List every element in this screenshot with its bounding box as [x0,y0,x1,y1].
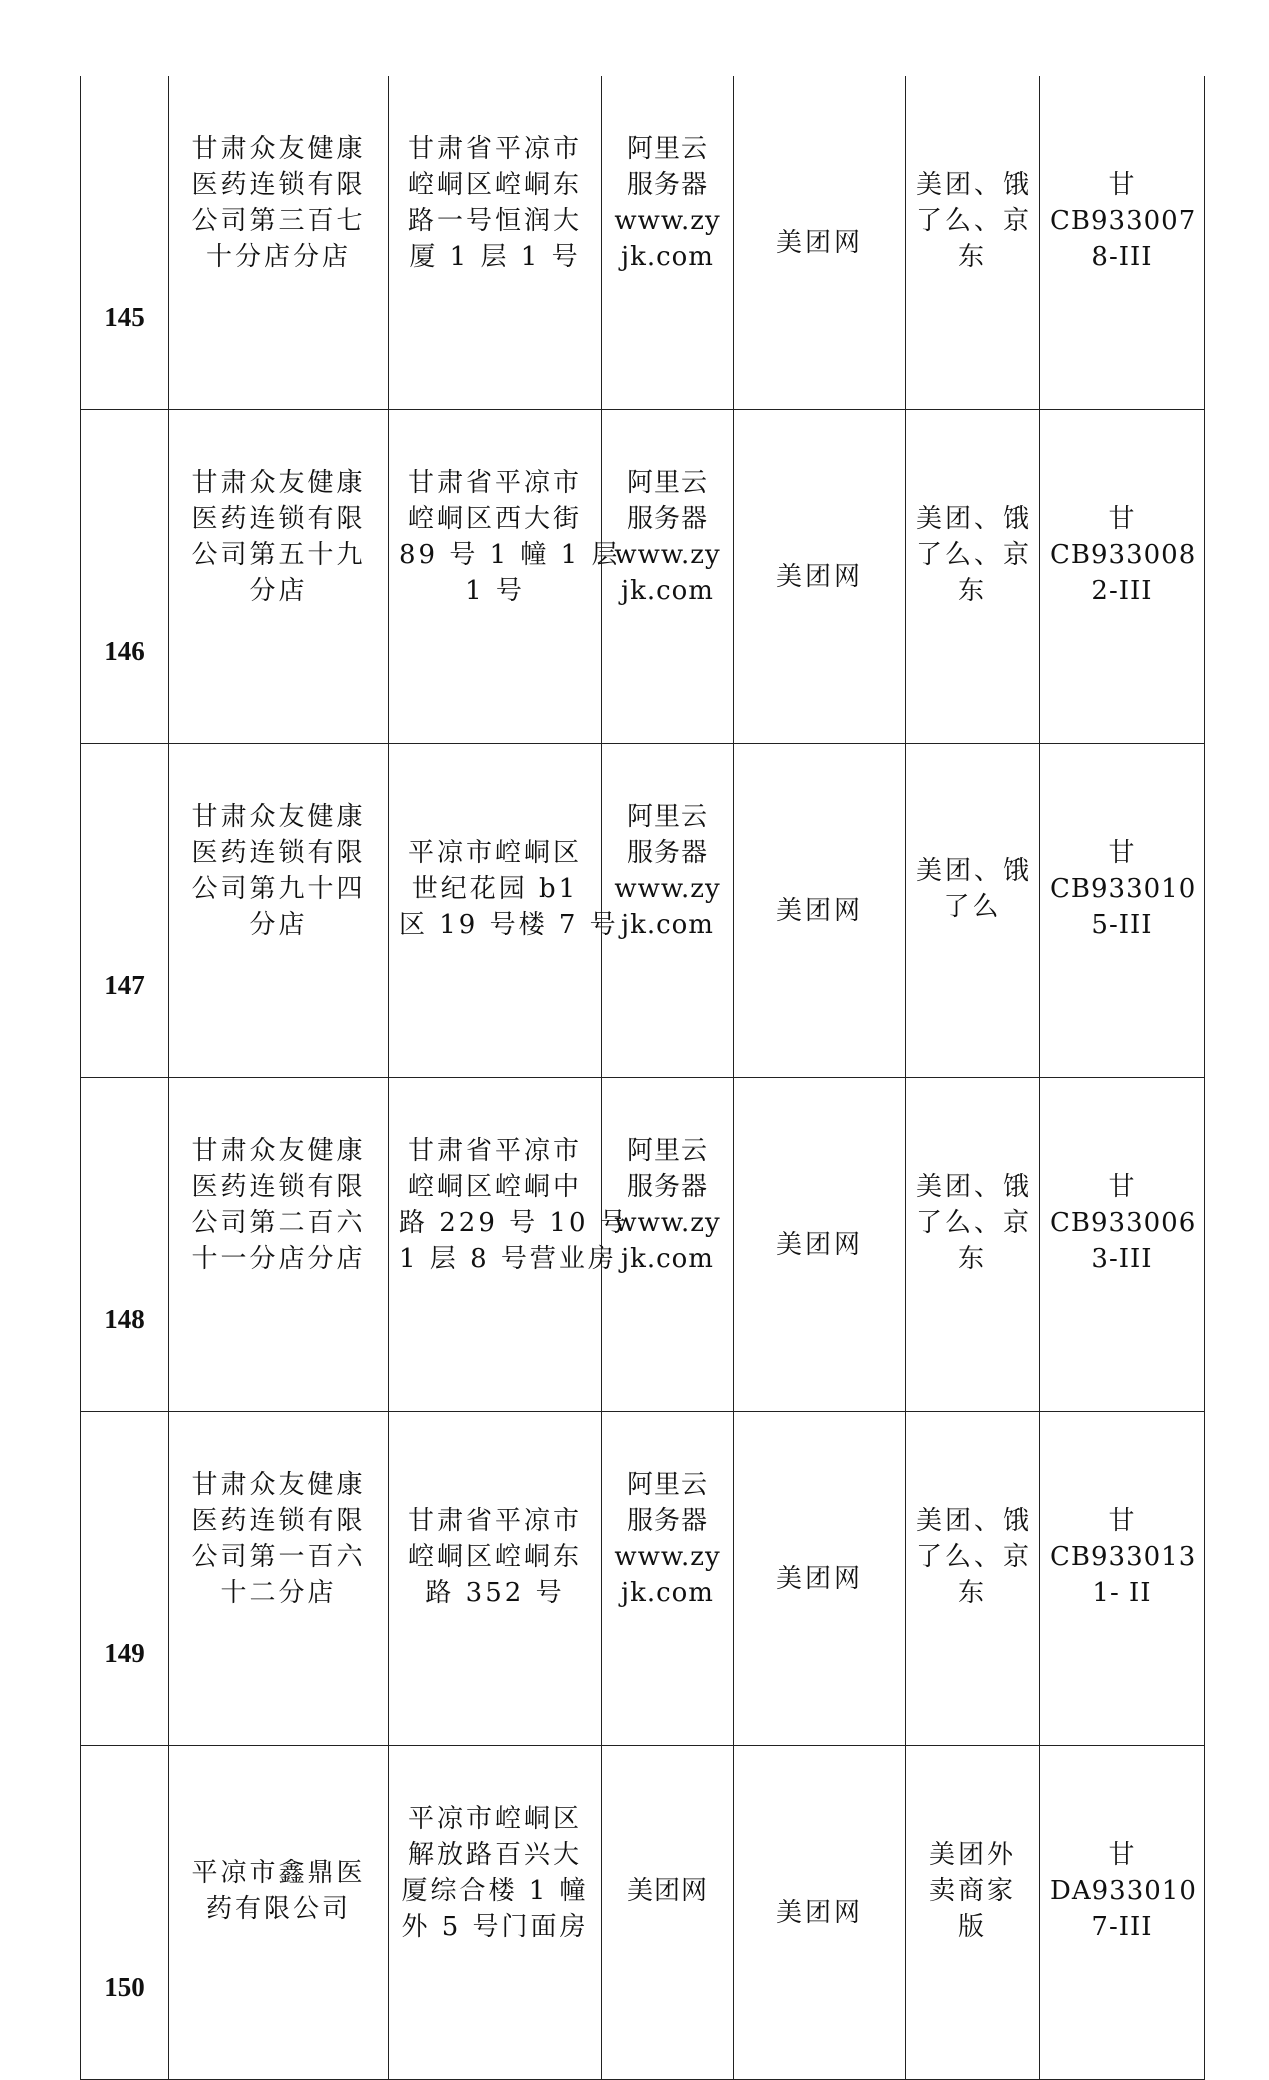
company-name-line: 医药连锁有限 [191,169,366,200]
platform-cell [734,1078,906,1412]
server-line: 美团网 [626,1875,708,1906]
company-name-cell [169,410,389,744]
server-line: 阿里云 [626,467,708,498]
address-line: 解放路百兴大 [407,1839,582,1870]
server-cell [602,1412,734,1746]
server-line: 阿里云 [626,1135,708,1166]
address-line: 1 号 [465,575,525,606]
server-line: www.zy [614,1541,721,1572]
platform-cell [734,76,906,410]
company-name-line: 公司第九十四 [191,873,366,904]
license-number-cell [1040,1412,1205,1746]
table-row [81,1078,1205,1412]
table-body [81,76,1205,2080]
platform-line: 美团网 [775,1563,863,1594]
company-name-cell [169,1078,389,1412]
third-party-line: 东 [957,1243,987,1274]
company-name-line: 平凉市鑫鼎医 [191,1857,366,1888]
company-name-line: 甘肃众友健康 [191,1135,366,1166]
third-party-line: 美团外 [928,1839,1016,1870]
server-line: 阿里云 [626,133,708,164]
license-number-cell [1040,744,1205,1078]
license-number-cell [1040,1746,1205,2080]
address-cell [389,410,621,744]
third-party-line: 版 [957,1911,987,1942]
company-name-line: 公司第三百七 [191,205,366,236]
row-number-cell [81,410,169,744]
server-line: jk.com [621,909,714,940]
address-cell [389,1412,602,1746]
third-party-line: 了么 [943,891,1002,922]
license-line: 5-III [1091,909,1153,940]
row-number-cell [81,1078,169,1412]
address-line: 区 19 号楼 7 号 [399,909,619,940]
row-number: 148 [104,1304,145,1334]
third-party-line: 美团、饿 [916,1171,1033,1202]
address-line: 厦 1 层 1 号 [409,241,581,272]
license-line: CB933006 [1050,1207,1197,1238]
third-party-line: 东 [957,241,987,272]
third-party-platform-cell [906,1746,1040,2080]
address-line: 外 5 号门面房 [401,1911,589,1942]
server-cell [602,1078,734,1412]
server-line: www.zy [614,539,721,570]
table-row [81,744,1205,1078]
company-name-line: 甘肃众友健康 [191,801,366,832]
platform-line: 美团网 [775,895,863,926]
server-line: jk.com [621,1577,714,1608]
server-cell [602,1746,734,2080]
server-line: www.zy [614,205,721,236]
third-party-line: 美团、饿 [916,169,1033,200]
server-line: jk.com [621,1243,714,1274]
third-party-line: 了么、京 [916,1541,1033,1572]
company-name-line: 分店 [249,909,308,940]
third-party-line: 美团、饿 [916,855,1033,886]
third-party-platform-cell [906,744,1040,1078]
server-line: 服务器 [626,169,708,200]
row-number-cell [81,76,169,410]
company-name-line: 药有限公司 [205,1893,351,1924]
license-line: 甘 [1108,837,1136,868]
company-name-line: 公司第二百六 [191,1207,366,1238]
license-line: CB933007 [1050,205,1197,236]
third-party-line: 了么、京 [916,1207,1033,1238]
address-line: 甘肃省平凉市 [407,133,582,164]
platform-line: 美团网 [775,1229,863,1260]
server-cell [602,744,734,1078]
company-name-line: 医药连锁有限 [191,1171,366,1202]
license-line: 2-III [1091,575,1153,606]
row-number-cell [81,1412,169,1746]
license-number-cell [1040,76,1205,410]
address-line: 崆峒区崆峒东 [407,1541,582,1572]
address-line: 甘肃省平凉市 [407,1135,582,1166]
address-line: 路 352 号 [425,1577,565,1608]
third-party-line: 东 [957,575,987,606]
third-party-line: 了么、京 [916,205,1033,236]
license-line: 甘 [1108,1505,1136,1536]
row-number: 147 [104,970,145,1000]
server-line: 服务器 [626,503,708,534]
server-line: www.zy [614,873,721,904]
platform-cell [734,410,906,744]
table-row [81,76,1205,410]
license-line: 甘 [1108,503,1136,534]
address-line: 崆峒区崆峒中 [407,1171,582,1202]
table-row [81,1412,1205,1746]
license-line: CB933013 [1050,1541,1197,1572]
license-line: CB933010 [1050,873,1197,904]
server-line: www.zy [614,1207,721,1238]
server-cell [602,410,734,744]
platform-cell [734,1746,906,2080]
table-row [81,410,1205,744]
company-name-line: 医药连锁有限 [191,837,366,868]
address-line: 89 号 1 幢 1 层 [399,539,621,570]
row-number: 150 [104,1972,145,2002]
row-number-cell [81,1746,169,2080]
address-line: 甘肃省平凉市 [407,1505,582,1536]
server-line: jk.com [621,241,714,272]
row-number: 149 [104,1638,145,1668]
company-name-cell [169,1412,389,1746]
license-number-cell [1040,1078,1205,1412]
address-cell [389,1746,602,2080]
license-line: CB933008 [1050,539,1197,570]
company-name-cell [169,744,389,1078]
table-row [81,1746,1205,2080]
platform-cell [734,1412,906,1746]
platform-line: 美团网 [775,561,863,592]
license-line: DA933010 [1050,1875,1197,1906]
third-party-line: 了么、京 [916,539,1033,570]
server-line: 服务器 [626,837,708,868]
platform-line: 美团网 [775,1897,863,1928]
license-line: 甘 [1108,169,1136,200]
third-party-platform-cell [906,76,1040,410]
company-name-line: 公司第五十九 [191,539,366,570]
address-line: 1 层 8 号营业房 [399,1243,617,1274]
row-number-cell [81,744,169,1078]
address-line: 平凉市崆峒区 [407,837,582,868]
company-name-line: 分店 [249,575,308,606]
address-cell [389,76,602,410]
address-cell [389,744,619,1078]
company-name-cell [169,1746,389,2080]
third-party-line: 卖商家 [928,1875,1016,1906]
third-party-platform-cell [906,1412,1040,1746]
address-line: 路一号恒润大 [407,205,582,236]
license-line: 7-III [1091,1911,1153,1942]
company-name-line: 十分店分店 [205,241,351,272]
platform-line: 美团网 [775,227,863,258]
company-name-line: 甘肃众友健康 [191,133,366,164]
server-line: 服务器 [626,1171,708,1202]
license-line: 3-III [1091,1243,1153,1274]
server-cell [602,76,734,410]
license-number-cell [1040,410,1205,744]
company-name-line: 医药连锁有限 [191,1505,366,1536]
pharmacy-record-table [80,76,1205,2080]
address-line: 崆峒区西大街 [407,503,582,534]
company-name-line: 十二分店 [220,1577,337,1608]
server-line: 阿里云 [626,1469,708,1500]
license-line: 1- II [1092,1577,1152,1608]
company-name-line: 十一分店分店 [191,1243,366,1274]
company-name-line: 医药连锁有限 [191,503,366,534]
row-number: 146 [104,636,145,666]
address-line: 世纪花园 b1 [411,873,579,904]
company-name-line: 甘肃众友健康 [191,467,366,498]
address-line: 甘肃省平凉市 [407,467,582,498]
address-line: 路 229 号 10 号 [399,1207,629,1238]
license-line: 甘 [1108,1171,1136,1202]
third-party-platform-cell [906,1078,1040,1412]
server-line: 服务器 [626,1505,708,1536]
row-number: 145 [104,302,145,332]
address-line: 厦综合楼 1 幢 [401,1875,589,1906]
third-party-line: 美团、饿 [916,1505,1033,1536]
company-name-cell [169,76,389,410]
server-line: 阿里云 [626,801,708,832]
address-cell [389,1078,629,1412]
third-party-line: 美团、饿 [916,503,1033,534]
record-table-wrapper [80,76,1204,2080]
license-line: 甘 [1108,1839,1136,1870]
address-line: 平凉市崆峒区 [407,1803,582,1834]
company-name-line: 公司第一百六 [191,1541,366,1572]
company-name-line: 甘肃众友健康 [191,1469,366,1500]
address-line: 崆峒区崆峒东 [407,169,582,200]
third-party-line: 东 [957,1577,987,1608]
platform-cell [734,744,906,1078]
server-line: jk.com [621,575,714,606]
license-line: 8-III [1091,241,1153,272]
third-party-platform-cell [906,410,1040,744]
